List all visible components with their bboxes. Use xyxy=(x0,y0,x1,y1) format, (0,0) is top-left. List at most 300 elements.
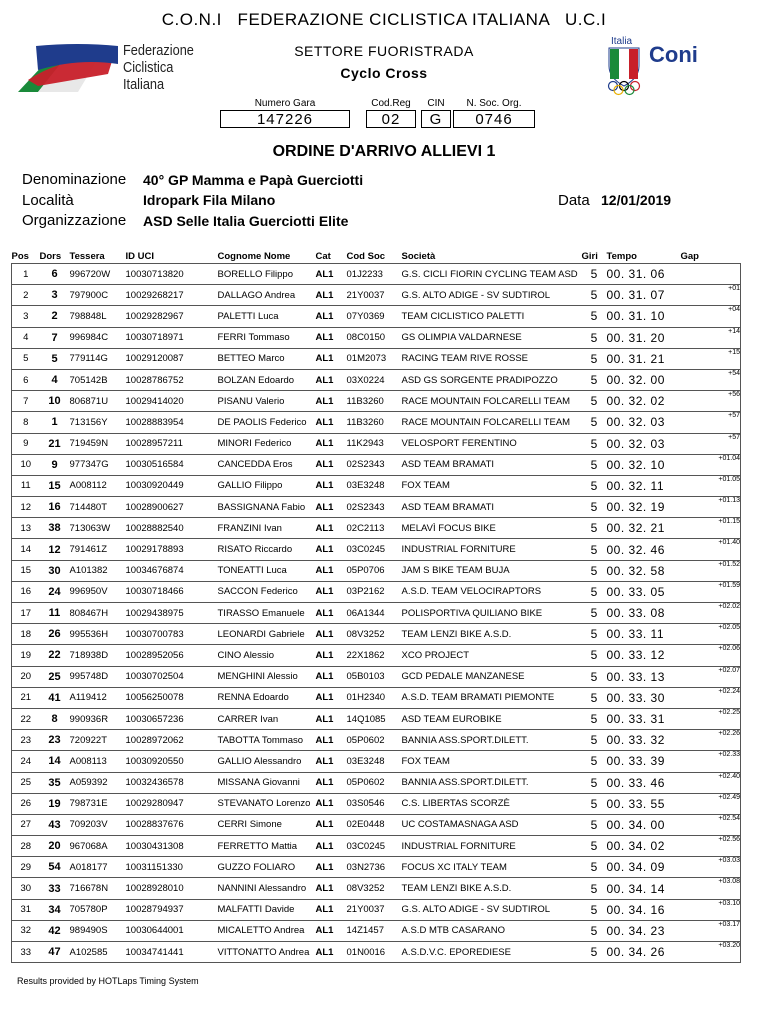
cell-cat: AL1 xyxy=(316,857,347,878)
cell-id-uci: 10030431308 xyxy=(126,836,218,857)
cell-societa: UC COSTAMASNAGA ASD xyxy=(402,814,582,835)
cell-cognome-nome: VITTONATTO Andrea xyxy=(218,942,316,963)
federation-header: C.O.N.I FEDERAZIONE CICLISTICA ITALIANA U.C.I xyxy=(161,10,607,29)
cell-gap: +02.06 xyxy=(677,645,741,666)
cell-id-uci: 10034676874 xyxy=(126,560,218,581)
cell-societa: G.S. CICLI FIORIN CYCLING TEAM ASD xyxy=(402,264,582,285)
cell-dors: 23 xyxy=(40,730,70,751)
cell-tessera: A008112 xyxy=(70,475,126,496)
cell-cat: AL1 xyxy=(316,560,347,581)
cell-dors: 41 xyxy=(40,687,70,708)
table-row xyxy=(12,920,741,941)
cell-gap: +03.08 xyxy=(677,878,741,899)
cell-gap: +03.17 xyxy=(677,920,741,941)
cell-pos: 4 xyxy=(12,327,40,348)
cell-cognome-nome: CANCEDDA Eros xyxy=(218,454,316,475)
cell-tessera: 714480T xyxy=(70,497,126,518)
cell-giri: 5 xyxy=(582,518,607,539)
cell-cat: AL1 xyxy=(316,687,347,708)
cell-dors: 24 xyxy=(40,581,70,602)
cell-dors: 4 xyxy=(40,369,70,390)
cell-gap: +01.40 xyxy=(677,539,741,560)
cell-pos: 32 xyxy=(12,920,40,941)
cell-gap: +01.05 xyxy=(677,475,741,496)
cell-tempo: 00. 31. 07 xyxy=(607,285,677,306)
cell-giri: 5 xyxy=(582,899,607,920)
cell-cod-soc: 02S2343 xyxy=(347,454,402,475)
cin-label: CIN xyxy=(427,98,445,109)
cell-giri: 5 xyxy=(582,751,607,772)
cell-cognome-nome: BETTEO Marco xyxy=(218,348,316,369)
cell-societa: FOCUS XC ITALY TEAM xyxy=(402,857,582,878)
cell-tempo: 00. 33. 08 xyxy=(607,603,677,624)
cell-tessera: A059392 xyxy=(70,772,126,793)
cell-pos: 10 xyxy=(12,454,40,475)
cell-cat: AL1 xyxy=(316,497,347,518)
cell-societa: TEAM LENZI BIKE A.S.D. xyxy=(402,878,582,899)
cell-tessera: 989490S xyxy=(70,920,126,941)
table-row xyxy=(12,814,741,835)
race-title: ORDINE D'ARRIVO ALLIEVI 1 xyxy=(272,143,496,160)
cell-id-uci: 10030718466 xyxy=(126,581,218,602)
cell-cat: AL1 xyxy=(316,666,347,687)
cell-gap: +54 xyxy=(677,369,741,390)
cell-tempo: 00. 32. 11 xyxy=(607,475,677,496)
cell-giri: 5 xyxy=(582,836,607,857)
cell-cat: AL1 xyxy=(316,369,347,390)
cell-cod-soc: 02S2343 xyxy=(347,497,402,518)
cell-societa: ASD TEAM BRAMATI xyxy=(402,454,582,475)
table-row xyxy=(12,857,741,878)
cell-cognome-nome: MISSANA Giovanni xyxy=(218,772,316,793)
cell-gap: +02.24 xyxy=(677,687,741,708)
table-row xyxy=(12,645,741,666)
cell-tessera: 718938D xyxy=(70,645,126,666)
cell-cognome-nome: FERRETTO Mattia xyxy=(218,836,316,857)
cell-societa: TEAM CICLISTICO PALETTI xyxy=(402,306,582,327)
table-row xyxy=(12,942,741,963)
cell-dors: 3 xyxy=(40,285,70,306)
table-row xyxy=(12,751,741,772)
cell-pos: 30 xyxy=(12,878,40,899)
cell-tempo: 00. 33. 12 xyxy=(607,645,677,666)
cell-tessera: 996950V xyxy=(70,581,126,602)
cell-gap: +02.56 xyxy=(677,836,741,857)
cell-tempo: 00. 34. 09 xyxy=(607,857,677,878)
cell-dors: 15 xyxy=(40,475,70,496)
cell-cod-soc: 02C2113 xyxy=(347,518,402,539)
cell-tessera: 995536H xyxy=(70,624,126,645)
cell-cognome-nome: TONEATTI Luca xyxy=(218,560,316,581)
cell-cod-soc: 07Y0369 xyxy=(347,306,402,327)
cell-cod-soc: 11B3260 xyxy=(347,412,402,433)
cell-id-uci: 10032436578 xyxy=(126,772,218,793)
table-row xyxy=(12,348,741,369)
cell-cognome-nome: GALLIO Alessandro xyxy=(218,751,316,772)
cell-cod-soc: 08V3252 xyxy=(347,624,402,645)
cell-tempo: 00. 31. 20 xyxy=(607,327,677,348)
cell-tempo: 00. 31. 10 xyxy=(607,306,677,327)
cell-pos: 20 xyxy=(12,666,40,687)
table-row xyxy=(12,560,741,581)
cell-societa: BANNIA ASS.SPORT.DILETT. xyxy=(402,772,582,793)
cell-tempo: 00. 33. 46 xyxy=(607,772,677,793)
table-row xyxy=(12,412,741,433)
numero-gara-value: 147226 xyxy=(220,110,350,128)
cell-dors: 9 xyxy=(40,454,70,475)
cell-cognome-nome: GALLIO Filippo xyxy=(218,475,316,496)
cell-tempo: 00. 34. 16 xyxy=(607,899,677,920)
cell-id-uci: 10028882540 xyxy=(126,518,218,539)
cell-cat: AL1 xyxy=(316,264,347,285)
cell-tempo: 00. 33. 11 xyxy=(607,624,677,645)
cell-cognome-nome: CERRI Simone xyxy=(218,814,316,835)
col-header-tessera: Tessera xyxy=(69,250,105,262)
table-row xyxy=(12,708,741,729)
cell-tempo: 00. 33. 55 xyxy=(607,793,677,814)
cell-gap: +14 xyxy=(677,327,741,348)
cell-cod-soc: 03S0546 xyxy=(347,793,402,814)
cell-cognome-nome: LEONARDI Gabriele xyxy=(218,624,316,645)
cell-tessera: 719459N xyxy=(70,433,126,454)
cell-societa: INDUSTRIAL FORNITURE xyxy=(402,836,582,857)
cell-pos: 25 xyxy=(12,772,40,793)
cell-cat: AL1 xyxy=(316,751,347,772)
cell-cod-soc: 03N2736 xyxy=(347,857,402,878)
cell-id-uci: 10028957211 xyxy=(126,433,218,454)
cell-cod-soc: 01J2233 xyxy=(347,264,402,285)
table-row xyxy=(12,793,741,814)
cell-cat: AL1 xyxy=(316,793,347,814)
table-row xyxy=(12,475,741,496)
table-row xyxy=(12,603,741,624)
cell-giri: 5 xyxy=(582,497,607,518)
cell-cat: AL1 xyxy=(316,603,347,624)
cell-tessera: 709203V xyxy=(70,814,126,835)
cell-id-uci: 10028794937 xyxy=(126,899,218,920)
cell-giri: 5 xyxy=(582,603,607,624)
cell-societa: A.S.D MTB CASARANO xyxy=(402,920,582,941)
cell-societa: GCD PEDALE MANZANESE xyxy=(402,666,582,687)
cell-cat: AL1 xyxy=(316,730,347,751)
table-row xyxy=(12,264,741,285)
cell-societa: A.S.D. TEAM VELOCIRAPTORS xyxy=(402,581,582,602)
cell-cod-soc: 14Q1085 xyxy=(347,708,402,729)
cell-cat: AL1 xyxy=(316,412,347,433)
table-row xyxy=(12,327,741,348)
cell-societa: RACE MOUNTAIN FOLCARELLI TEAM xyxy=(402,412,582,433)
cell-gap: +01.04 xyxy=(677,454,741,475)
cell-giri: 5 xyxy=(582,624,607,645)
cell-tempo: 00. 34. 26 xyxy=(607,942,677,963)
cell-gap: +01.13 xyxy=(677,497,741,518)
table-row xyxy=(12,687,741,708)
cell-gap: +02.05 xyxy=(677,624,741,645)
cell-cod-soc: 03C0245 xyxy=(347,539,402,560)
cell-tessera: A119412 xyxy=(70,687,126,708)
cell-giri: 5 xyxy=(582,369,607,390)
cell-dors: 11 xyxy=(40,603,70,624)
cell-dors: 33 xyxy=(40,878,70,899)
cell-pos: 24 xyxy=(12,751,40,772)
cell-tessera: A018177 xyxy=(70,857,126,878)
cell-cognome-nome: PALETTI Luca xyxy=(218,306,316,327)
cell-cognome-nome: CINO Alessio xyxy=(218,645,316,666)
cell-dors: 30 xyxy=(40,560,70,581)
cell-id-uci: 10028786752 xyxy=(126,369,218,390)
cell-cat: AL1 xyxy=(316,920,347,941)
cell-cod-soc: 03P2162 xyxy=(347,581,402,602)
cell-gap: +15 xyxy=(677,348,741,369)
cell-giri: 5 xyxy=(582,327,607,348)
cell-tessera: 808467H xyxy=(70,603,126,624)
cell-id-uci: 10034741441 xyxy=(126,942,218,963)
col-header-dors: Dors xyxy=(39,250,62,262)
cell-tempo: 00. 31. 06 xyxy=(607,264,677,285)
cell-societa: VELOSPORT FERENTINO xyxy=(402,433,582,454)
cell-cognome-nome: BORELLO Filippo xyxy=(218,264,316,285)
table-row xyxy=(12,433,741,454)
cell-cod-soc: 03C0245 xyxy=(347,836,402,857)
cell-tempo: 00. 32. 46 xyxy=(607,539,677,560)
results-body xyxy=(12,264,741,963)
cell-cod-soc: 05B0103 xyxy=(347,666,402,687)
cell-giri: 5 xyxy=(582,814,607,835)
cell-id-uci: 10028972062 xyxy=(126,730,218,751)
cell-pos: 13 xyxy=(12,518,40,539)
cell-id-uci: 10028900627 xyxy=(126,497,218,518)
cell-giri: 5 xyxy=(582,645,607,666)
cell-tessera: 977347G xyxy=(70,454,126,475)
cell-cognome-nome: MALFATTI Davide xyxy=(218,899,316,920)
cell-cognome-nome: BOLZAN Edoardo xyxy=(218,369,316,390)
table-row xyxy=(12,285,741,306)
cell-pos: 1 xyxy=(12,264,40,285)
cell-cod-soc: 14Z1457 xyxy=(347,920,402,941)
cell-tempo: 00. 32. 03 xyxy=(607,412,677,433)
cell-pos: 16 xyxy=(12,581,40,602)
cell-giri: 5 xyxy=(582,857,607,878)
cell-pos: 15 xyxy=(12,560,40,581)
cell-gap: +02.40 xyxy=(677,772,741,793)
cell-giri: 5 xyxy=(582,412,607,433)
cell-cognome-nome: FERRI Tommaso xyxy=(218,327,316,348)
organizzazione-value: ASD Selle Italia Guerciotti Elite xyxy=(143,213,349,229)
col-header-cat: Cat xyxy=(315,250,331,262)
cell-id-uci: 10030657236 xyxy=(126,708,218,729)
cell-cat: AL1 xyxy=(316,327,347,348)
cell-tessera: 996720W xyxy=(70,264,126,285)
cell-gap: +02.49 xyxy=(677,793,741,814)
cell-cod-soc: 21Y0037 xyxy=(347,899,402,920)
cell-societa: XCO PROJECT xyxy=(402,645,582,666)
cell-gap xyxy=(677,264,741,285)
cell-id-uci: 10030718971 xyxy=(126,327,218,348)
col-header-gap: Gap xyxy=(680,250,699,262)
cell-giri: 5 xyxy=(582,920,607,941)
table-row xyxy=(12,581,741,602)
cell-cat: AL1 xyxy=(316,942,347,963)
denominazione-value: 40° GP Mamma e Papà Guerciotti xyxy=(143,172,364,188)
cell-pos: 27 xyxy=(12,814,40,835)
cell-gap: +02.33 xyxy=(677,751,741,772)
cell-id-uci: 10029268217 xyxy=(126,285,218,306)
cell-tessera: 798848L xyxy=(70,306,126,327)
cell-pos: 17 xyxy=(12,603,40,624)
cell-dors: 2 xyxy=(40,306,70,327)
cell-cat: AL1 xyxy=(316,624,347,645)
cell-giri: 5 xyxy=(582,730,607,751)
cell-tempo: 00. 34. 23 xyxy=(607,920,677,941)
cell-cognome-nome: RISATO Riccardo xyxy=(218,539,316,560)
cell-societa: A.S.D.V.C. EPOREDIESE xyxy=(402,942,582,963)
fci-logo-line-3: Italiana xyxy=(123,76,165,93)
cell-dors: 19 xyxy=(40,793,70,814)
table-row xyxy=(12,878,741,899)
discipline-title: Cyclo Cross xyxy=(340,65,428,81)
cell-pos: 28 xyxy=(12,836,40,857)
cell-societa: G.S. ALTO ADIGE - SV SUDTIROL xyxy=(402,285,582,306)
coni-logo-italia: Italia xyxy=(611,36,633,47)
cell-societa: GS OLIMPIA VALDARNESE xyxy=(402,327,582,348)
cell-giri: 5 xyxy=(582,454,607,475)
cell-gap: +02.07 xyxy=(677,666,741,687)
cell-pos: 7 xyxy=(12,391,40,412)
cell-cat: AL1 xyxy=(316,518,347,539)
cell-pos: 23 xyxy=(12,730,40,751)
sector-title: SETTORE FUORISTRADA xyxy=(294,43,474,59)
cell-pos: 8 xyxy=(12,412,40,433)
cell-pos: 14 xyxy=(12,539,40,560)
cell-tempo: 00. 33. 32 xyxy=(607,730,677,751)
cell-societa: TEAM LENZI BIKE A.S.D. xyxy=(402,624,582,645)
cell-tessera: 995748D xyxy=(70,666,126,687)
cell-cod-soc: 01H2340 xyxy=(347,687,402,708)
cell-tessera: A101382 xyxy=(70,560,126,581)
cell-dors: 54 xyxy=(40,857,70,878)
cell-cod-soc: 11B3260 xyxy=(347,391,402,412)
cell-tempo: 00. 33. 13 xyxy=(607,666,677,687)
cell-pos: 2 xyxy=(12,285,40,306)
cell-tessera: 705142B xyxy=(70,369,126,390)
cell-id-uci: 10056250078 xyxy=(126,687,218,708)
cell-id-uci: 10030700783 xyxy=(126,624,218,645)
cell-pos: 5 xyxy=(12,348,40,369)
table-row xyxy=(12,836,741,857)
cell-id-uci: 10029414020 xyxy=(126,391,218,412)
table-row xyxy=(12,624,741,645)
cell-tempo: 00. 33. 05 xyxy=(607,581,677,602)
col-header-pos: Pos xyxy=(11,250,29,262)
cin-value: G xyxy=(421,110,451,128)
cell-cod-soc: 01N0016 xyxy=(347,942,402,963)
cell-tempo: 00. 32. 19 xyxy=(607,497,677,518)
cell-giri: 5 xyxy=(582,348,607,369)
cell-id-uci: 10030516584 xyxy=(126,454,218,475)
cell-tempo: 00. 33. 31 xyxy=(607,708,677,729)
n-soc-org-label: N. Soc. Org. xyxy=(466,98,522,109)
cell-gap: +03.20 xyxy=(677,942,741,963)
cell-cat: AL1 xyxy=(316,306,347,327)
cell-gap: +02.02 xyxy=(677,603,741,624)
cell-giri: 5 xyxy=(582,433,607,454)
cell-cod-soc: 06A1344 xyxy=(347,603,402,624)
cell-societa: ASD TEAM BRAMATI xyxy=(402,497,582,518)
cell-cognome-nome: GUZZO FOLIARO xyxy=(218,857,316,878)
cell-id-uci: 10030644001 xyxy=(126,920,218,941)
cell-gap: +03.10 xyxy=(677,899,741,920)
cell-cognome-nome: SACCON Federico xyxy=(218,581,316,602)
cell-dors: 42 xyxy=(40,920,70,941)
n-soc-org-value: 0746 xyxy=(453,110,535,128)
localita-value: Idropark Fila Milano xyxy=(143,192,276,208)
table-row xyxy=(12,454,741,475)
table-row xyxy=(12,899,741,920)
cell-cat: AL1 xyxy=(316,539,347,560)
cell-giri: 5 xyxy=(582,539,607,560)
cod-reg-value: 02 xyxy=(366,110,416,128)
data-label: Data xyxy=(558,192,590,209)
cell-tessera: A102585 xyxy=(70,942,126,963)
cell-gap: +57 xyxy=(677,433,741,454)
cell-cognome-nome: MICALETTO Andrea xyxy=(218,920,316,941)
cell-societa: ASD GS SORGENTE PRADIPOZZO xyxy=(402,369,582,390)
cell-gap: +56 xyxy=(677,391,741,412)
cell-tempo: 00. 33. 30 xyxy=(607,687,677,708)
cell-societa: POLISPORTIVA QUILIANO BIKE xyxy=(402,603,582,624)
cell-societa: FOX TEAM xyxy=(402,751,582,772)
localita-label: Località xyxy=(22,192,74,209)
cell-societa: INDUSTRIAL FORNITURE xyxy=(402,539,582,560)
cell-dors: 6 xyxy=(40,264,70,285)
cell-dors: 25 xyxy=(40,666,70,687)
cell-cognome-nome: MENGHINI Alessio xyxy=(218,666,316,687)
cell-gap: +02.25 xyxy=(677,708,741,729)
cell-cognome-nome: CARRER Ivan xyxy=(218,708,316,729)
cell-pos: 12 xyxy=(12,497,40,518)
cell-gap: +57 xyxy=(677,412,741,433)
cell-tessera: 806871U xyxy=(70,391,126,412)
cell-cod-soc: 03X0224 xyxy=(347,369,402,390)
cell-pos: 33 xyxy=(12,942,40,963)
data-value: 12/01/2019 xyxy=(601,192,672,208)
col-header-societa: Società xyxy=(401,250,436,262)
cell-cognome-nome: FRANZINI Ivan xyxy=(218,518,316,539)
cell-cat: AL1 xyxy=(316,814,347,835)
cell-gap: +02.54 xyxy=(677,814,741,835)
cell-dors: 21 xyxy=(40,433,70,454)
cell-id-uci: 10028883954 xyxy=(126,412,218,433)
cell-cod-soc: 03E3248 xyxy=(347,475,402,496)
denominazione-label: Denominazione xyxy=(22,171,127,188)
cell-tempo: 00. 34. 14 xyxy=(607,878,677,899)
cell-pos: 11 xyxy=(12,475,40,496)
cell-gap: +04 xyxy=(677,306,741,327)
cell-cod-soc: 05P0602 xyxy=(347,772,402,793)
cell-cognome-nome: TIRASSO Emanuele xyxy=(218,603,316,624)
cell-tempo: 00. 32. 03 xyxy=(607,433,677,454)
cell-cod-soc: 05P0602 xyxy=(347,730,402,751)
cell-cat: AL1 xyxy=(316,285,347,306)
cell-giri: 5 xyxy=(582,581,607,602)
cell-id-uci: 10030713820 xyxy=(126,264,218,285)
cell-pos: 31 xyxy=(12,899,40,920)
cod-reg-label: Cod.Reg xyxy=(371,98,411,109)
cell-cod-soc: 01M2073 xyxy=(347,348,402,369)
cell-cognome-nome: PISANU Valerio xyxy=(218,391,316,412)
cell-id-uci: 10029438975 xyxy=(126,603,218,624)
cell-cat: AL1 xyxy=(316,708,347,729)
